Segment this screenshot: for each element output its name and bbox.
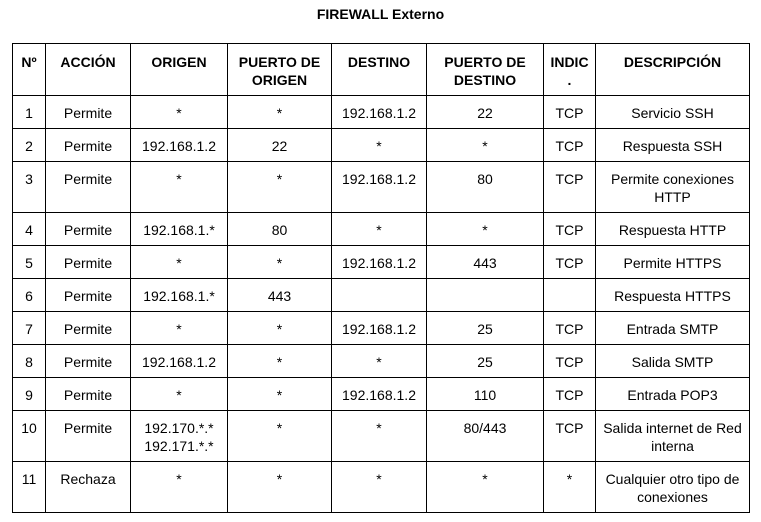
cell-number: 10 bbox=[13, 411, 46, 462]
table-row bbox=[13, 246, 750, 279]
table-row bbox=[13, 462, 750, 513]
cell-destination-port: 22 bbox=[427, 96, 544, 129]
cell-origin: * bbox=[131, 162, 228, 213]
cell-destination-port: 80/443 bbox=[427, 411, 544, 462]
cell-destination: 192.168.1.2 bbox=[332, 246, 427, 279]
cell-number: 7 bbox=[13, 312, 46, 345]
cell-origin: * bbox=[131, 246, 228, 279]
cell-action: Permite bbox=[46, 162, 131, 213]
cell-origin-port: * bbox=[228, 378, 332, 411]
cell-indicator: TCP bbox=[544, 162, 596, 213]
cell-description: Salida SMTP bbox=[596, 345, 750, 378]
cell-origin: 192.168.1.2 bbox=[131, 345, 228, 378]
cell-destination: 192.168.1.2 bbox=[332, 162, 427, 213]
cell-destination-port: 443 bbox=[427, 246, 544, 279]
cell-destination: * bbox=[332, 129, 427, 162]
cell-number: 3 bbox=[13, 162, 46, 213]
header-origin-port: PUERTO DE ORIGEN bbox=[228, 44, 332, 96]
table-row bbox=[13, 279, 750, 312]
table-header-row bbox=[13, 44, 750, 96]
table-row bbox=[13, 411, 750, 462]
cell-number: 2 bbox=[13, 129, 46, 162]
cell-destination: * bbox=[332, 411, 427, 462]
cell-action: Permite bbox=[46, 345, 131, 378]
table-row bbox=[13, 345, 750, 378]
cell-description: Cualquier otro tipo de conexiones bbox=[596, 462, 750, 513]
cell-destination: 192.168.1.2 bbox=[332, 378, 427, 411]
cell-indicator: TCP bbox=[544, 345, 596, 378]
cell-description: Permite conexiones HTTP bbox=[596, 162, 750, 213]
cell-origin: * bbox=[131, 462, 228, 513]
cell-destination bbox=[332, 279, 427, 312]
cell-description: Respuesta HTTP bbox=[596, 213, 750, 246]
cell-origin: * bbox=[131, 378, 228, 411]
cell-number: 9 bbox=[13, 378, 46, 411]
cell-number: 6 bbox=[13, 279, 46, 312]
cell-action: Permite bbox=[46, 129, 131, 162]
cell-destination: * bbox=[332, 462, 427, 513]
cell-destination-port: * bbox=[427, 213, 544, 246]
table-row bbox=[13, 129, 750, 162]
cell-destination-port: 25 bbox=[427, 312, 544, 345]
cell-origin-port: * bbox=[228, 162, 332, 213]
cell-description: Respuesta SSH bbox=[596, 129, 750, 162]
cell-action: Rechaza bbox=[46, 462, 131, 513]
cell-destination-port: 25 bbox=[427, 345, 544, 378]
cell-origin-port: * bbox=[228, 411, 332, 462]
cell-destination-port: 80 bbox=[427, 162, 544, 213]
cell-number: 4 bbox=[13, 213, 46, 246]
page-title: FIREWALL Externo bbox=[316, 6, 445, 22]
cell-origin: 192.168.1.* bbox=[131, 279, 228, 312]
cell-destination-port: * bbox=[427, 462, 544, 513]
cell-action: Permite bbox=[46, 279, 131, 312]
cell-description: Servicio SSH bbox=[596, 96, 750, 129]
header-action: ACCIÓN bbox=[46, 44, 131, 96]
cell-destination-port: 110 bbox=[427, 378, 544, 411]
table-row bbox=[13, 378, 750, 411]
cell-description: Salida internet de Red interna bbox=[596, 411, 750, 462]
cell-destination-port bbox=[427, 279, 544, 312]
cell-origin-port: 22 bbox=[228, 129, 332, 162]
header-description: DESCRIPCIÓN bbox=[596, 44, 750, 96]
cell-indicator: TCP bbox=[544, 378, 596, 411]
cell-indicator: TCP bbox=[544, 411, 596, 462]
header-number: Nº bbox=[13, 44, 46, 96]
cell-indicator: TCP bbox=[544, 129, 596, 162]
cell-description: Entrada SMTP bbox=[596, 312, 750, 345]
cell-indicator bbox=[544, 279, 596, 312]
cell-action: Permite bbox=[46, 246, 131, 279]
cell-destination: * bbox=[332, 213, 427, 246]
cell-description: Respuesta HTTPS bbox=[596, 279, 750, 312]
cell-description: Entrada POP3 bbox=[596, 378, 750, 411]
header-indicator: INDIC . bbox=[544, 44, 596, 96]
cell-indicator: * bbox=[544, 462, 596, 513]
cell-origin: * bbox=[131, 312, 228, 345]
firewall-rules-table bbox=[12, 43, 750, 513]
cell-action: Permite bbox=[46, 96, 131, 129]
cell-number: 5 bbox=[13, 246, 46, 279]
cell-indicator: TCP bbox=[544, 312, 596, 345]
cell-origin-port: 80 bbox=[228, 213, 332, 246]
cell-origin: 192.170.*.* 192.171.*.* bbox=[131, 411, 228, 462]
cell-action: Permite bbox=[46, 312, 131, 345]
cell-destination: 192.168.1.2 bbox=[332, 96, 427, 129]
cell-action: Permite bbox=[46, 378, 131, 411]
cell-number: 1 bbox=[13, 96, 46, 129]
cell-origin: 192.168.1.2 bbox=[131, 129, 228, 162]
table-row bbox=[13, 312, 750, 345]
cell-origin-port: * bbox=[228, 462, 332, 513]
cell-action: Permite bbox=[46, 411, 131, 462]
cell-origin-port: 443 bbox=[228, 279, 332, 312]
cell-origin-port: * bbox=[228, 96, 332, 129]
cell-indicator: TCP bbox=[544, 213, 596, 246]
cell-origin-port: * bbox=[228, 312, 332, 345]
table-row bbox=[13, 213, 750, 246]
cell-number: 11 bbox=[13, 462, 46, 513]
header-destination-port: PUERTO DE DESTINO bbox=[427, 44, 544, 96]
cell-origin: 192.168.1.* bbox=[131, 213, 228, 246]
cell-description: Permite HTTPS bbox=[596, 246, 750, 279]
header-destination: DESTINO bbox=[332, 44, 427, 96]
cell-destination: * bbox=[332, 345, 427, 378]
cell-origin-port: * bbox=[228, 246, 332, 279]
header-origin: ORIGEN bbox=[131, 44, 228, 96]
cell-destination-port: * bbox=[427, 129, 544, 162]
cell-action: Permite bbox=[46, 213, 131, 246]
cell-destination: 192.168.1.2 bbox=[332, 312, 427, 345]
cell-origin: * bbox=[131, 96, 228, 129]
cell-indicator: TCP bbox=[544, 96, 596, 129]
cell-indicator: TCP bbox=[544, 246, 596, 279]
cell-number: 8 bbox=[13, 345, 46, 378]
table-row bbox=[13, 162, 750, 213]
table-row bbox=[13, 96, 750, 129]
cell-origin-port: * bbox=[228, 345, 332, 378]
